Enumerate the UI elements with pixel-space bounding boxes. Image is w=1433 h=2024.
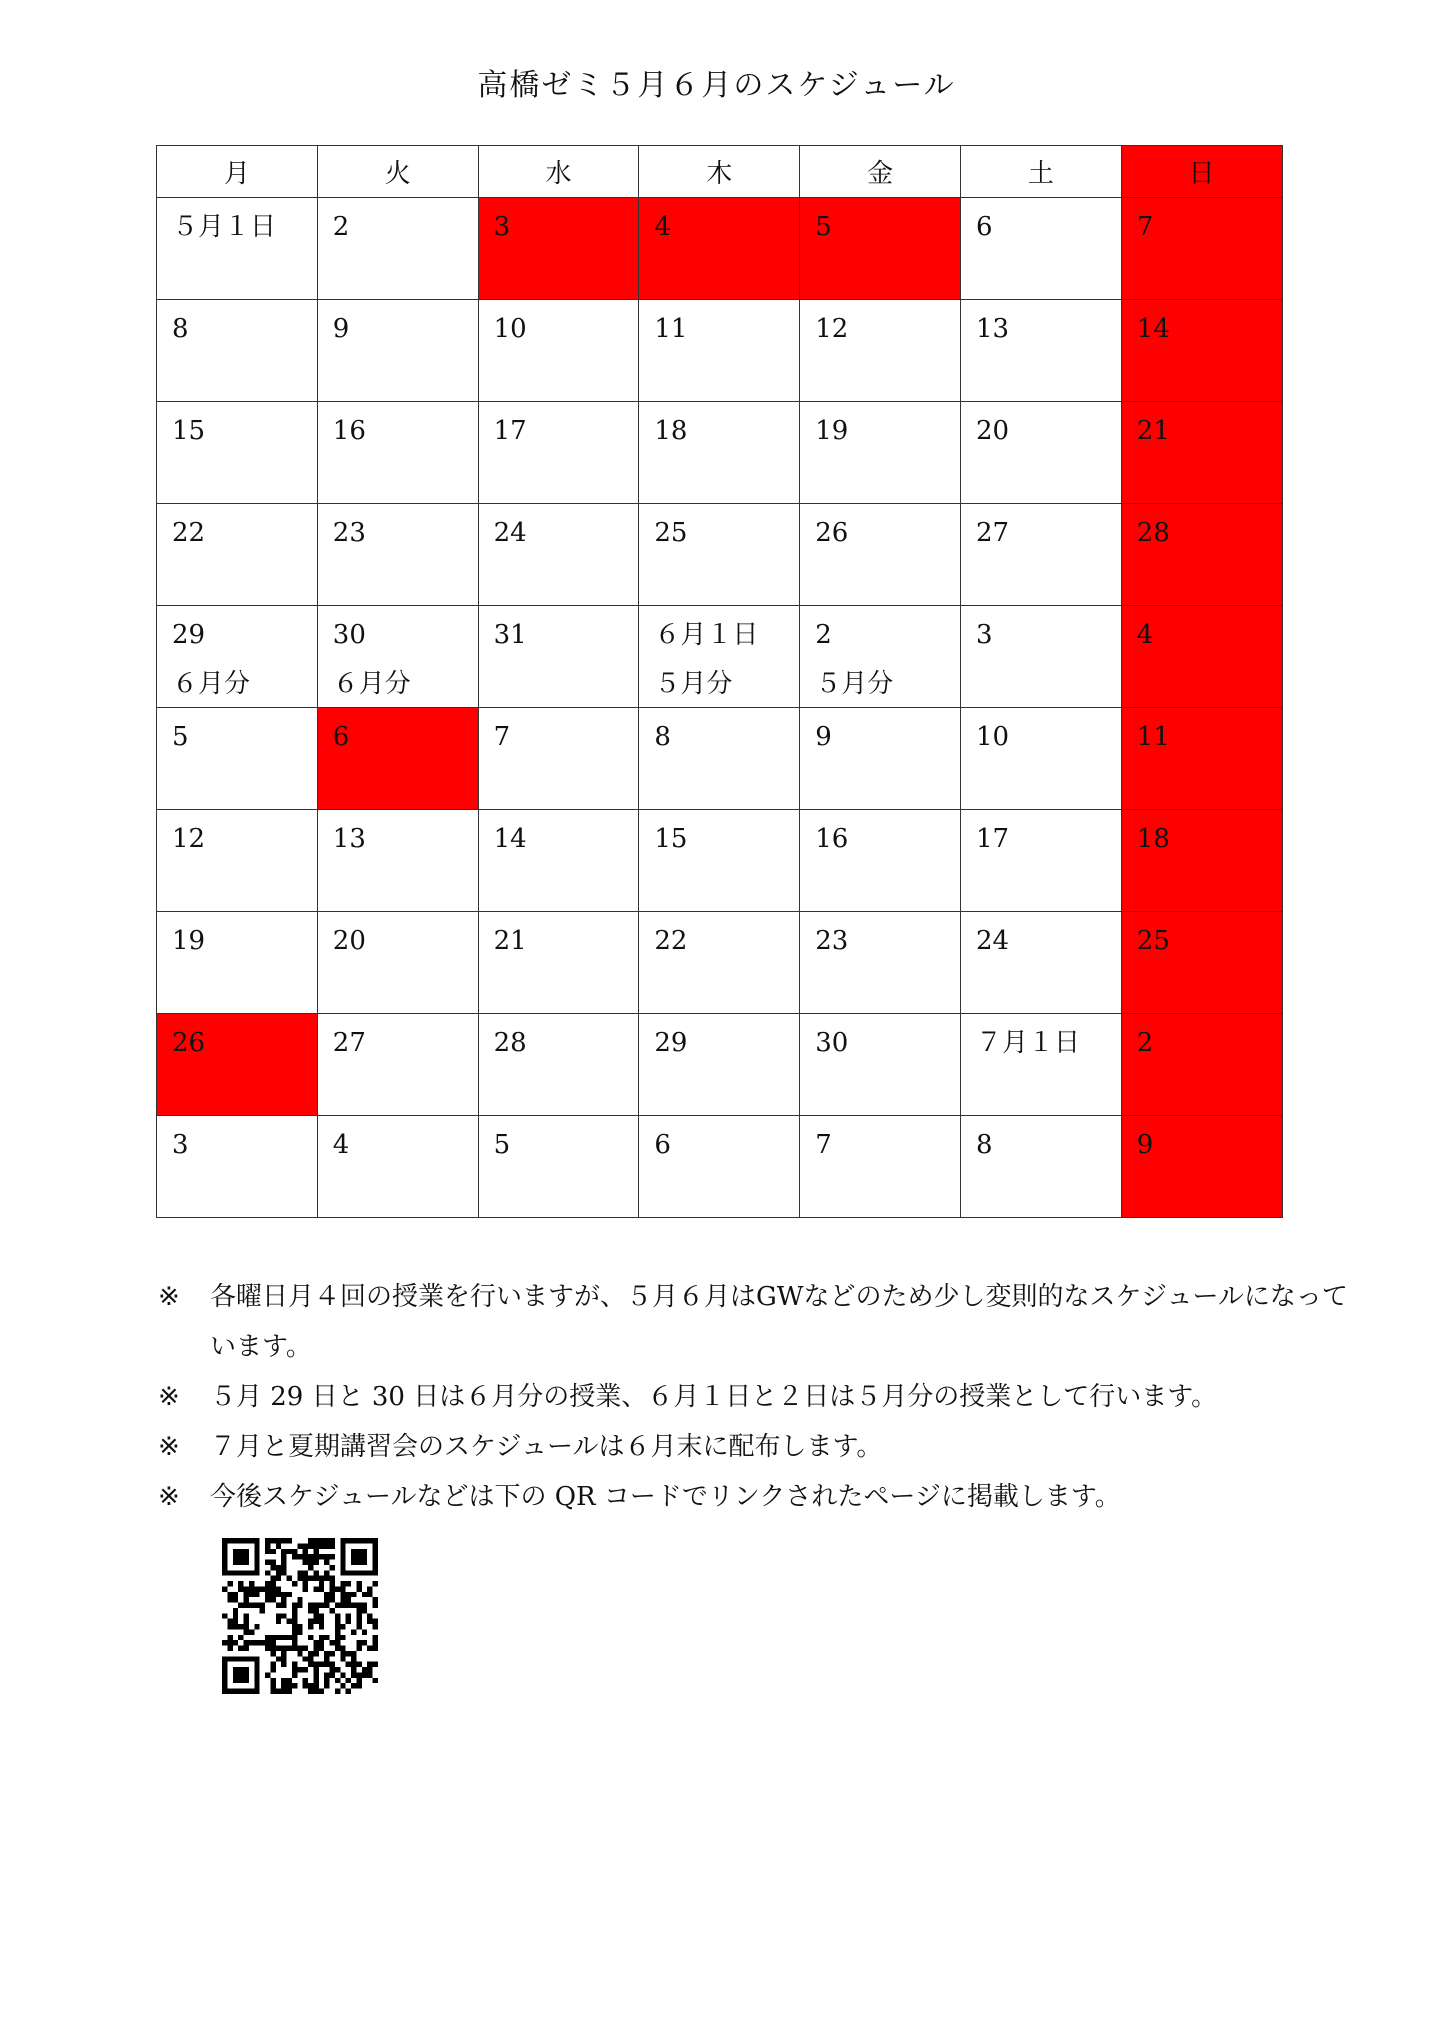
calendar-day-cell (478, 1014, 639, 1116)
calendar-day-cell (639, 402, 800, 504)
day-label: 6 (332, 722, 350, 752)
day-label: 2 (1136, 1028, 1154, 1058)
day-label: 27 (332, 1028, 366, 1058)
day-label: 17 (493, 416, 527, 446)
weekday-header-cell: 金 (800, 146, 961, 198)
day-note: ５月分 (815, 669, 894, 699)
qr-code-icon (222, 1538, 378, 1694)
day-label: 24 (493, 518, 527, 548)
note-text: 各曜日月４回の授業を行いますが、５月６月はGWなどのため少し変則的なスケジュールになっています。 (210, 1282, 1348, 1362)
day-label: 20 (332, 926, 366, 956)
note-item (158, 1272, 1358, 1372)
calendar-day-cell (800, 810, 961, 912)
day-label: 28 (493, 1028, 527, 1058)
schedule-calendar (156, 145, 1283, 1218)
calendar-day-cell (639, 606, 800, 708)
calendar-day-cell (800, 912, 961, 1014)
day-label: 10 (975, 722, 1010, 752)
calendar-day-cell-holiday (1121, 810, 1282, 912)
calendar-day-cell (317, 1116, 478, 1218)
day-label: 29 (654, 1028, 688, 1058)
day-label: 8 (172, 314, 189, 344)
calendar-day-cell-holiday (1121, 606, 1282, 708)
day-label: 6 (654, 1130, 671, 1160)
calendar-day-cell (639, 912, 800, 1014)
calendar-week-row (157, 1014, 1283, 1116)
day-label: 10 (493, 314, 527, 344)
weekday-header-cell: 日 (1121, 146, 1282, 198)
day-label: 5 (493, 1130, 511, 1160)
calendar-day-cell (317, 606, 478, 708)
day-label: 25 (1136, 926, 1170, 956)
calendar-day-cell (800, 402, 961, 504)
day-label: 12 (815, 314, 849, 344)
calendar-day-cell (317, 810, 478, 912)
calendar-day-cell-holiday (1121, 300, 1282, 402)
day-label: 18 (1136, 824, 1170, 854)
note-item (158, 1422, 1358, 1472)
day-label: 25 (654, 518, 688, 548)
calendar-day-cell (960, 606, 1121, 708)
day-label: 18 (654, 416, 688, 446)
calendar-day-cell (800, 504, 961, 606)
calendar-day-cell (157, 198, 318, 300)
day-label: ７月１日 (975, 1028, 1080, 1058)
calendar-day-cell (800, 708, 961, 810)
day-label: 9 (815, 722, 832, 752)
day-label: 26 (815, 518, 849, 548)
calendar-day-cell (157, 402, 318, 504)
calendar-day-cell (157, 912, 318, 1014)
day-label: 15 (654, 824, 688, 854)
day-label: 17 (975, 824, 1010, 854)
day-label: 29 (172, 620, 206, 650)
calendar-week-row (157, 912, 1283, 1014)
calendar-day-cell (639, 504, 800, 606)
calendar-day-cell-holiday (800, 198, 961, 300)
calendar-day-cell (800, 300, 961, 402)
page-title: 高橋ゼミ５月６月のスケジュール (477, 68, 956, 103)
day-label: 19 (172, 926, 206, 956)
calendar-body (157, 198, 1283, 1218)
day-label: 20 (975, 416, 1010, 446)
note-item (158, 1372, 1358, 1422)
calendar-day-cell (478, 708, 639, 810)
calendar-week-row (157, 1116, 1283, 1218)
day-label: 13 (975, 314, 1010, 344)
calendar-day-cell-holiday (1121, 912, 1282, 1014)
calendar-week-row (157, 708, 1283, 810)
calendar-day-cell (478, 606, 639, 708)
calendar-day-cell (317, 402, 478, 504)
day-label: 5 (815, 212, 832, 242)
calendar-day-cell (960, 810, 1121, 912)
calendar-week-row (157, 810, 1283, 912)
day-label: 2 (332, 212, 350, 242)
calendar-day-cell (157, 606, 318, 708)
calendar-day-cell-holiday (639, 198, 800, 300)
note-marker: ※ (158, 1282, 180, 1312)
calendar-day-cell (157, 504, 318, 606)
calendar-day-cell (317, 1014, 478, 1116)
weekday-header-cell: 木 (639, 146, 800, 198)
calendar-day-cell (478, 1116, 639, 1218)
day-label: 23 (332, 518, 366, 548)
calendar-day-cell-holiday (1121, 504, 1282, 606)
day-label: 8 (975, 1130, 993, 1160)
weekday-header-row (157, 146, 1283, 198)
notes-list (158, 1272, 1358, 1522)
day-label: ６月１日 (654, 620, 759, 650)
day-label: 14 (1136, 314, 1170, 344)
day-label: 8 (654, 722, 671, 752)
calendar-day-cell-holiday (1121, 402, 1282, 504)
day-label: 24 (975, 926, 1010, 956)
calendar-day-cell (157, 708, 318, 810)
day-label: 5 (172, 722, 189, 752)
day-label: 15 (172, 416, 206, 446)
day-label: ５月１日 (172, 212, 277, 242)
day-label: 3 (493, 212, 511, 242)
calendar-week-row (157, 198, 1283, 300)
calendar-day-cell-holiday (157, 1014, 318, 1116)
day-label: 28 (1136, 518, 1170, 548)
calendar-day-cell (960, 300, 1121, 402)
weekday-header-cell: 水 (478, 146, 639, 198)
weekday-header-cell: 火 (317, 146, 478, 198)
day-label: 2 (815, 620, 832, 650)
day-label: 16 (815, 824, 849, 854)
calendar-day-cell (157, 1116, 318, 1218)
calendar-day-cell (800, 1116, 961, 1218)
note-item (158, 1472, 1358, 1522)
day-label: 26 (172, 1028, 206, 1058)
calendar-day-cell (317, 912, 478, 1014)
calendar-day-cell (478, 402, 639, 504)
calendar-day-cell (639, 810, 800, 912)
calendar-day-cell (639, 1014, 800, 1116)
day-note: ６月分 (332, 669, 411, 699)
day-label: 6 (975, 212, 993, 242)
note-text: ７月と夏期講習会のスケジュールは６月末に配布します。 (210, 1432, 883, 1462)
calendar-day-cell (960, 402, 1121, 504)
day-label: 14 (493, 824, 527, 854)
day-label: 9 (1136, 1130, 1154, 1160)
day-label: 16 (332, 416, 366, 446)
day-label: 7 (1136, 212, 1154, 242)
calendar-day-cell (800, 1014, 961, 1116)
day-label: 11 (1136, 722, 1170, 752)
calendar-day-cell (639, 300, 800, 402)
calendar-day-cell (639, 708, 800, 810)
day-label: 30 (815, 1028, 849, 1058)
calendar-day-cell (478, 300, 639, 402)
note-text: ５月 29 日と 30 日は６月分の授業、６月１日と２日は５月分の授業として行います。 (210, 1382, 1218, 1412)
calendar-week-row (157, 606, 1283, 708)
calendar-day-cell (800, 606, 961, 708)
calendar-day-cell-holiday (1121, 708, 1282, 810)
calendar-day-cell (639, 1116, 800, 1218)
calendar-day-cell (317, 504, 478, 606)
day-label: 11 (654, 314, 688, 344)
weekday-header-cell: 月 (157, 146, 318, 198)
calendar-day-cell (960, 1014, 1121, 1116)
calendar-day-cell (157, 300, 318, 402)
calendar-day-cell (960, 912, 1121, 1014)
calendar-day-cell (478, 810, 639, 912)
day-label: 4 (1136, 620, 1154, 650)
day-label: 3 (172, 1130, 189, 1160)
note-marker: ※ (158, 1482, 180, 1512)
calendar-day-cell-holiday (1121, 198, 1282, 300)
calendar-day-cell (157, 810, 318, 912)
calendar-week-row (157, 504, 1283, 606)
day-label: 22 (172, 518, 206, 548)
note-marker: ※ (158, 1432, 180, 1462)
note-marker: ※ (158, 1382, 180, 1412)
calendar-day-cell (478, 912, 639, 1014)
day-label: 7 (493, 722, 511, 752)
day-label: 19 (815, 416, 849, 446)
day-label: 3 (975, 620, 993, 650)
weekday-header-cell: 土 (960, 146, 1121, 198)
day-label: 23 (815, 926, 849, 956)
day-note: ６月分 (172, 669, 251, 699)
day-note: ５月分 (654, 669, 733, 699)
calendar-day-cell (960, 708, 1121, 810)
day-label: 4 (332, 1130, 350, 1160)
day-label: 13 (332, 824, 366, 854)
calendar-day-cell-holiday (478, 198, 639, 300)
day-label: 21 (493, 926, 527, 956)
calendar-day-cell (478, 504, 639, 606)
calendar-week-row (157, 300, 1283, 402)
calendar-day-cell-holiday (317, 708, 478, 810)
calendar-week-row (157, 402, 1283, 504)
calendar-day-cell (317, 198, 478, 300)
note-text: 今後スケジュールなどは下の QR コードでリンクされたページに掲載します。 (210, 1482, 1121, 1512)
day-label: 31 (493, 620, 527, 650)
day-label: 22 (654, 926, 688, 956)
calendar-day-cell-holiday (1121, 1116, 1282, 1218)
day-label: 12 (172, 824, 206, 854)
day-label: 9 (332, 314, 350, 344)
calendar-day-cell (960, 198, 1121, 300)
calendar-day-cell (960, 1116, 1121, 1218)
day-label: 30 (332, 620, 366, 650)
day-label: 21 (1136, 416, 1170, 446)
day-label: 27 (975, 518, 1010, 548)
calendar-day-cell (960, 504, 1121, 606)
calendar-day-cell-holiday (1121, 1014, 1282, 1116)
day-label: 7 (815, 1130, 832, 1160)
calendar-day-cell (317, 300, 478, 402)
day-label: 4 (654, 212, 671, 242)
